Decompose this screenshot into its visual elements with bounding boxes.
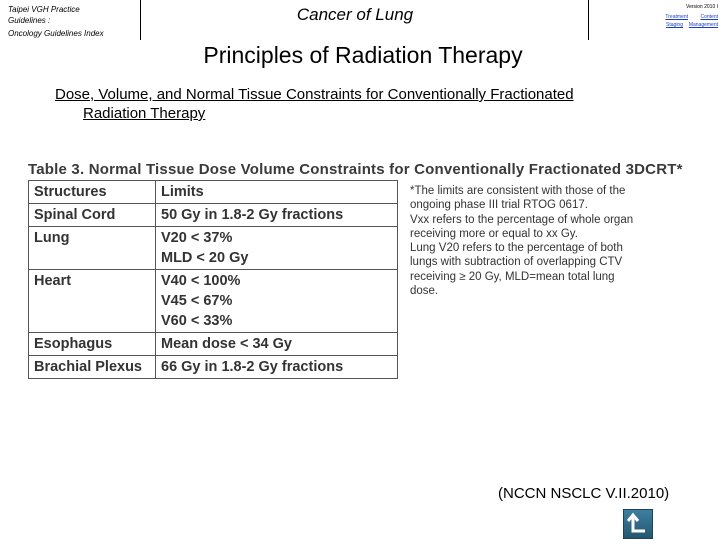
treatment-link[interactable]: Treatment <box>665 14 688 20</box>
footnote-line: *The limits are consistent with those of the ongoing phase III trial RTOG 0617. <box>410 185 626 212</box>
limits-cell <box>156 204 398 227</box>
header-org-line2: Guidelines : <box>8 16 51 25</box>
subtitle-line2: Radiation Therapy <box>83 105 206 122</box>
constraints-table <box>28 180 398 379</box>
table-footnote <box>410 184 640 298</box>
table-row <box>29 333 398 356</box>
section-subtitle <box>55 85 695 123</box>
structure-cell: Esophagus <box>29 333 156 356</box>
limit-value: 66 Gy in 1.8-2 Gy fractions <box>161 359 344 375</box>
header-org-line1: Taipei VGH Practice <box>8 5 80 14</box>
staging-link[interactable]: Staging <box>666 22 683 28</box>
footnote-line: Vxx refers to the percentage of whole organ receiving more or equal to xx Gy. <box>410 213 634 240</box>
content-link[interactable]: Content <box>700 14 718 20</box>
table-header-row <box>29 181 398 204</box>
limit-value: Mean dose < 34 Gy <box>161 336 292 352</box>
version-label: Version 2010 I <box>686 4 718 10</box>
table-row <box>29 270 398 333</box>
limits-cell <box>156 270 398 333</box>
limit-value: MLD < 20 Gy <box>161 250 249 266</box>
limit-value: V20 < 37% <box>161 230 233 246</box>
limit-value: V60 < 33% <box>161 313 233 329</box>
structure-cell: Brachial Plexus <box>29 356 156 379</box>
table-row <box>29 204 398 227</box>
column-header-limits: Limits <box>156 181 398 204</box>
limits-cell <box>156 356 398 379</box>
limits-cell <box>156 227 398 270</box>
structure-cell: Lung <box>29 227 156 270</box>
limit-value: V45 < 67% <box>161 293 233 309</box>
table-row <box>29 356 398 379</box>
document-title: Cancer of Lung <box>296 5 414 24</box>
structure-cell: Heart <box>29 270 156 333</box>
return-arrow-icon <box>624 510 652 538</box>
structure-cell: Spinal Cord <box>29 204 156 227</box>
return-button[interactable] <box>623 509 653 539</box>
footnote-line: Lung V20 refers to the percentage of both lungs with subtraction of overlapping CTV receiving ≥ 20 Gy, MLD=mean total lung dose. <box>410 242 623 298</box>
limits-cell <box>156 333 398 356</box>
source-citation: (NCCN NSCLC V.II.2010) <box>498 485 670 502</box>
column-header-structures: Structures <box>29 181 156 204</box>
table-caption: Table 3. Normal Tissue Dose Volume Constraints for Conventionally Fractionated 3DCRT* <box>28 161 683 178</box>
guidelines-index-link[interactable]: Oncology Guidelines Index <box>8 29 104 38</box>
subtitle-line1: Dose, Volume, and Normal Tissue Constraints for Conventionally Fractionated <box>55 86 574 103</box>
table-row <box>29 227 398 270</box>
management-link[interactable]: Management <box>688 22 718 28</box>
page-heading: Principles of Radiation Therapy <box>203 42 523 68</box>
limit-value: V40 < 100% <box>161 273 241 289</box>
limit-value: 50 Gy in 1.8-2 Gy fractions <box>161 207 344 223</box>
